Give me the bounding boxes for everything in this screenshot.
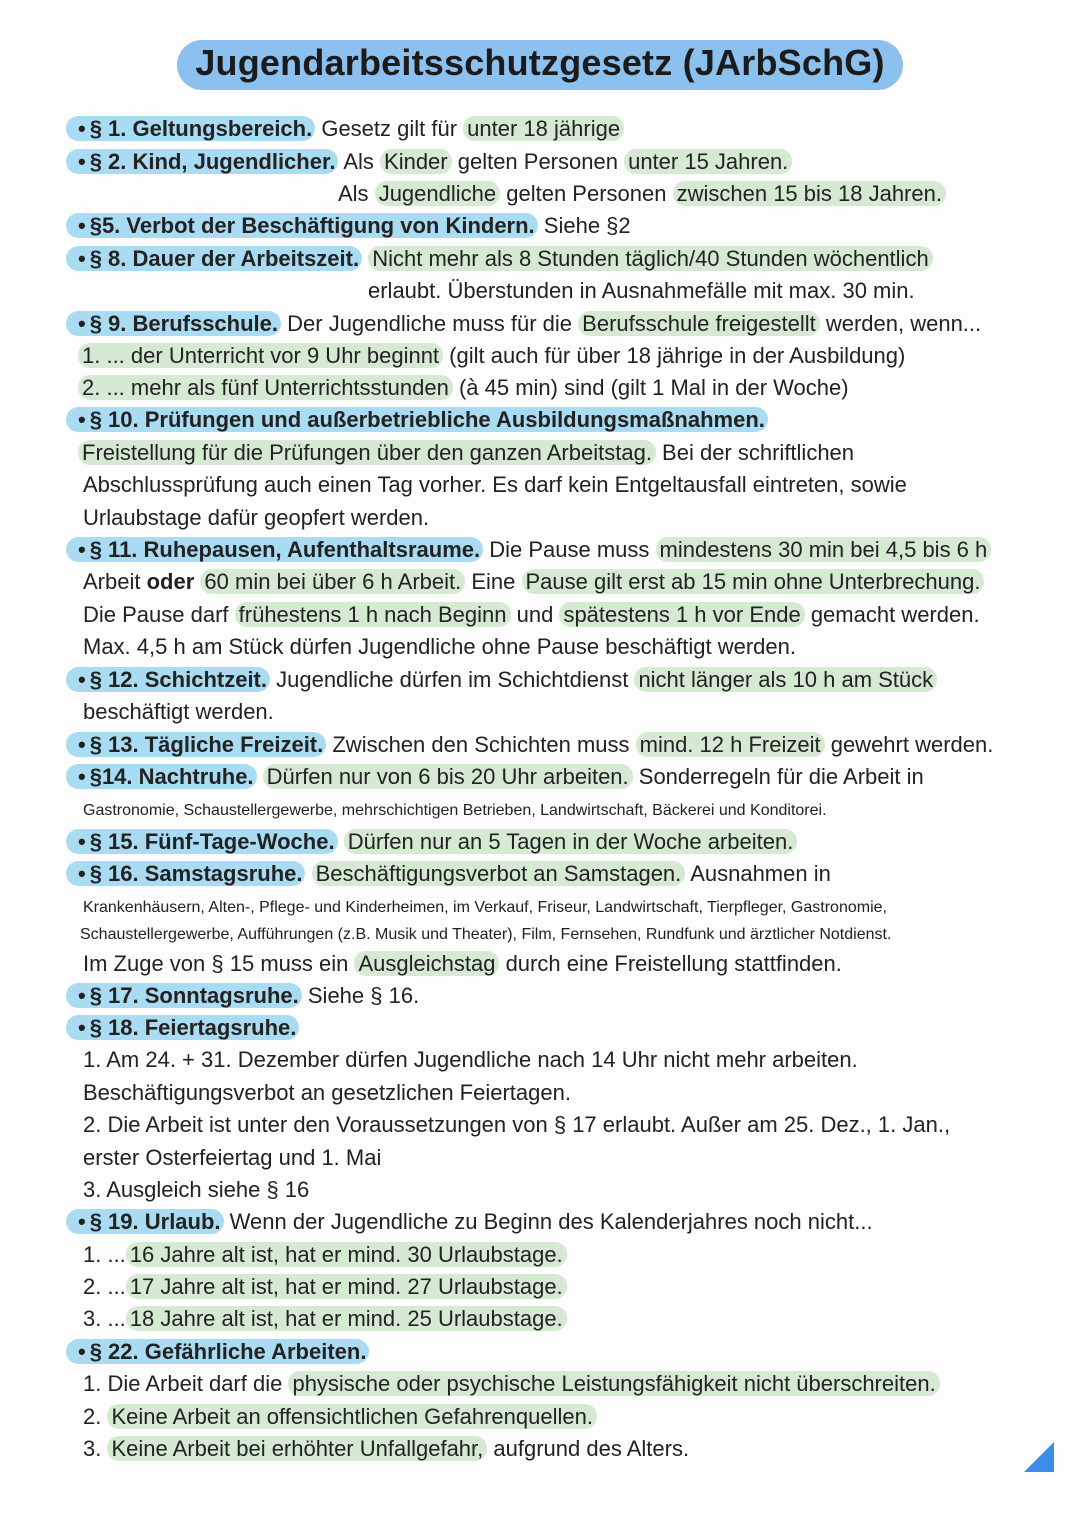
section-2-line-2 bbox=[338, 180, 946, 208]
text: Sonderregeln für die Arbeit in bbox=[632, 764, 924, 789]
text: Die Pause muss bbox=[483, 537, 656, 562]
text: Arbeit bbox=[83, 569, 147, 594]
section-10-line-2: Abschlussprüfung auch einen Tag vorher. Es darf kein Entgeltausfall eintreten, sowie bbox=[83, 472, 907, 497]
text: Eine bbox=[465, 569, 522, 594]
section-8-line-2: erlaubt. Überstunden in Ausnahmefälle mit max. 30 min. bbox=[368, 278, 915, 303]
section-22 bbox=[80, 1338, 369, 1366]
section-15 bbox=[80, 828, 797, 856]
page-corner-triangle-icon bbox=[1024, 1442, 1054, 1472]
section-heading: • § 9. Berufsschule. bbox=[66, 311, 281, 336]
highlight: Dürfen nur an 5 Tagen in der Woche arbeiten. bbox=[344, 829, 798, 854]
section-9-item-1 bbox=[78, 342, 905, 370]
section-18-line-2: Beschäftigungsverbot an gesetzlichen Feiertagen. bbox=[83, 1080, 571, 1105]
highlight: Ausgleichstag bbox=[354, 951, 499, 976]
section-10 bbox=[80, 406, 768, 434]
text: Ausnahmen in bbox=[685, 861, 831, 886]
section-22-item-2 bbox=[83, 1403, 597, 1431]
highlight: Nicht mehr als 8 Stunden täglich/40 Stunden wöchentlich bbox=[368, 246, 932, 271]
text: Siehe § 16. bbox=[301, 983, 420, 1008]
text: gelten Personen bbox=[451, 149, 625, 174]
text: aufgrund des Alters. bbox=[487, 1436, 690, 1461]
section-11-line-4: Max. 4,5 h am Stück dürfen Jugendliche ohne Pause beschäftigt werden. bbox=[83, 634, 796, 659]
section-18-line-5: 3. Ausgleich siehe § 16 bbox=[83, 1177, 310, 1202]
highlight: unter 15 Jahren. bbox=[624, 149, 792, 174]
section-1 bbox=[80, 115, 624, 143]
text: Die Pause darf bbox=[83, 602, 235, 627]
section-12 bbox=[80, 666, 937, 694]
section-16-small-2: Schaustellergewerbe, Aufführungen (z.B. Musik und Theater), Film, Fernsehen, Rundfunk und ärztlicher Notdienst. bbox=[80, 926, 892, 943]
text: gelten Personen bbox=[500, 181, 673, 206]
highlight: 16 Jahre alt ist, hat er mind. 30 Urlaubstage. bbox=[126, 1242, 567, 1267]
section-18-line-1: 1. Am 24. + 31. Dezember dürfen Jugendliche nach 14 Uhr nicht mehr arbeiten. bbox=[83, 1047, 858, 1072]
highlight: frühestens 1 h nach Beginn bbox=[235, 602, 511, 627]
section-22-item-1 bbox=[83, 1370, 940, 1398]
text: Wenn der Jugendliche zu Beginn des Kalenderjahres noch nicht... bbox=[223, 1209, 873, 1234]
section-heading: • § 16. Samstagsruhe. bbox=[66, 861, 305, 886]
section-heading: • § 18. Feiertagsruhe. bbox=[66, 1015, 299, 1040]
highlight: 2. ... mehr als fünf Unterrichtsstunden bbox=[78, 375, 453, 400]
section-16-small-1: Krankenhäusern, Alten-, Pflege- und Kinderheimen, im Verkauf, Friseur, Landwirtschaft, Tierpfleger, Gastronomie, bbox=[83, 899, 887, 916]
section-5 bbox=[80, 212, 631, 240]
text: 3. bbox=[83, 1436, 108, 1461]
text: 2. ... bbox=[83, 1274, 126, 1299]
text: Als bbox=[338, 181, 375, 206]
text: werden, wenn... bbox=[819, 311, 982, 336]
text: 1. ... bbox=[83, 1242, 126, 1267]
section-heading: • § 2. Kind, Jugendlicher. bbox=[66, 149, 338, 174]
section-19 bbox=[80, 1208, 873, 1236]
highlight: Pause gilt erst ab 15 min ohne Unterbrechung. bbox=[522, 569, 985, 594]
highlight: spätestens 1 h vor Ende bbox=[559, 602, 804, 627]
section-16 bbox=[80, 860, 831, 888]
text: Bei der schriftlichen bbox=[655, 440, 855, 465]
highlight: nicht länger als 10 h am Stück bbox=[634, 667, 937, 692]
highlight: Dürfen nur von 6 bis 20 Uhr arbeiten. bbox=[263, 764, 633, 789]
section-22-item-3 bbox=[83, 1435, 689, 1463]
text: gewehrt werden. bbox=[824, 732, 994, 757]
section-17 bbox=[80, 982, 419, 1010]
section-heading: • § 22. Gefährliche Arbeiten. bbox=[66, 1339, 369, 1364]
section-8 bbox=[80, 245, 933, 273]
highlight: Jugendliche bbox=[375, 181, 500, 206]
highlight: Keine Arbeit an offensichtlichen Gefahrenquellen. bbox=[107, 1404, 597, 1429]
text: 2. bbox=[83, 1404, 108, 1429]
section-11-line-2 bbox=[83, 568, 984, 596]
text: Jugendliche dürfen im Schichtdienst bbox=[270, 667, 635, 692]
section-heading: • § 8. Dauer der Arbeitszeit. bbox=[66, 246, 362, 271]
section-heading: • § 10. Prüfungen und außerbetriebliche Ausbildungsmaßnahmen. bbox=[66, 407, 768, 432]
text: durch eine Freistellung stattfinden. bbox=[499, 951, 842, 976]
section-9 bbox=[80, 310, 981, 338]
text: Zwischen den Schichten muss bbox=[326, 732, 636, 757]
section-heading: • §14. Nachtruhe. bbox=[66, 764, 257, 789]
section-2 bbox=[80, 148, 792, 176]
section-14 bbox=[80, 763, 924, 791]
highlight: Keine Arbeit bei erhöhter Unfallgefahr, bbox=[107, 1436, 487, 1461]
highlight: 18 Jahre alt ist, hat er mind. 25 Urlaubstage. bbox=[126, 1306, 567, 1331]
section-19-item-3 bbox=[83, 1305, 567, 1333]
section-10-line-1 bbox=[78, 439, 854, 467]
highlight: 17 Jahre alt ist, hat er mind. 27 Urlaubstage. bbox=[126, 1274, 567, 1299]
highlight: 60 min bei über 6 h Arbeit. bbox=[200, 569, 465, 594]
section-13 bbox=[80, 731, 993, 759]
section-11-line-3 bbox=[83, 601, 980, 629]
highlight: zwischen 15 bis 18 Jahren. bbox=[673, 181, 946, 206]
text: Als bbox=[338, 149, 381, 174]
section-19-item-1 bbox=[83, 1241, 567, 1269]
bold-text: oder bbox=[146, 569, 195, 594]
text: Siehe §2 bbox=[537, 213, 631, 238]
highlight: unter 18 jährige bbox=[463, 116, 624, 141]
section-14-small: Gastronomie, Schaustellergewerbe, mehrschichtigen Betrieben, Landwirtschaft, Bäckerei und Konditorei. bbox=[83, 802, 827, 819]
text: Im Zuge von § 15 muss ein bbox=[83, 951, 355, 976]
section-heading: • § 11. Ruhepausen, Aufenthaltsraume. bbox=[66, 537, 483, 562]
highlight: Berufsschule freigestellt bbox=[578, 311, 820, 336]
section-16-line-3 bbox=[83, 950, 842, 978]
section-18-line-3: 2. Die Arbeit ist unter den Voraussetzungen von § 17 erlaubt. Außer am 25. Dez., 1. Jan., bbox=[83, 1112, 951, 1137]
section-18-line-4: erster Osterfeiertag und 1. Mai bbox=[83, 1145, 382, 1170]
highlight: mindestens 30 min bei 4,5 bis 6 h bbox=[656, 537, 992, 562]
text: 3. ... bbox=[83, 1306, 126, 1331]
text: (gilt auch für über 18 jährige in der Ausbildung) bbox=[443, 343, 906, 368]
section-12-line-2: beschäftigt werden. bbox=[83, 699, 274, 724]
text: Gesetz gilt für bbox=[315, 116, 464, 141]
text: gemacht werden. bbox=[804, 602, 980, 627]
section-heading: • § 15. Fünf-Tage-Woche. bbox=[66, 829, 338, 854]
section-18 bbox=[80, 1014, 299, 1042]
highlight: mind. 12 h Freizeit bbox=[636, 732, 825, 757]
text: 1. Die Arbeit darf die bbox=[83, 1371, 289, 1396]
text: und bbox=[510, 602, 560, 627]
highlight: Kinder bbox=[380, 149, 452, 174]
text: Der Jugendliche muss für die bbox=[281, 311, 579, 336]
section-11 bbox=[80, 536, 991, 564]
section-10-line-3: Urlaubstage dafür geopfert werden. bbox=[83, 505, 430, 530]
section-19-item-2 bbox=[83, 1273, 567, 1301]
section-heading: • § 19. Urlaub. bbox=[66, 1209, 224, 1234]
title-wrap bbox=[0, 40, 1080, 90]
section-heading: • § 13. Tägliche Freizeit. bbox=[66, 732, 326, 757]
section-heading: • § 12. Schichtzeit. bbox=[66, 667, 270, 692]
section-heading: • § 17. Sonntagsruhe. bbox=[66, 983, 302, 1008]
highlight: Freistellung für die Prüfungen über den ganzen Arbeitstag. bbox=[78, 440, 656, 465]
highlight: 1. ... der Unterricht vor 9 Uhr beginnt bbox=[78, 343, 443, 368]
section-heading: • §5. Verbot der Beschäftigung von Kindern. bbox=[66, 213, 538, 238]
section-9-item-2 bbox=[78, 374, 849, 402]
page-title: Jugendarbeitsschutzgesetz (JArbSchG) bbox=[177, 40, 902, 90]
text: (à 45 min) sind (gilt 1 Mal in der Woche) bbox=[452, 375, 849, 400]
highlight: physische oder psychische Leistungsfähigkeit nicht überschreiten. bbox=[288, 1371, 939, 1396]
highlight: Beschäftigungsverbot an Samstagen. bbox=[312, 861, 686, 886]
section-heading: • § 1. Geltungsbereich. bbox=[66, 116, 315, 141]
